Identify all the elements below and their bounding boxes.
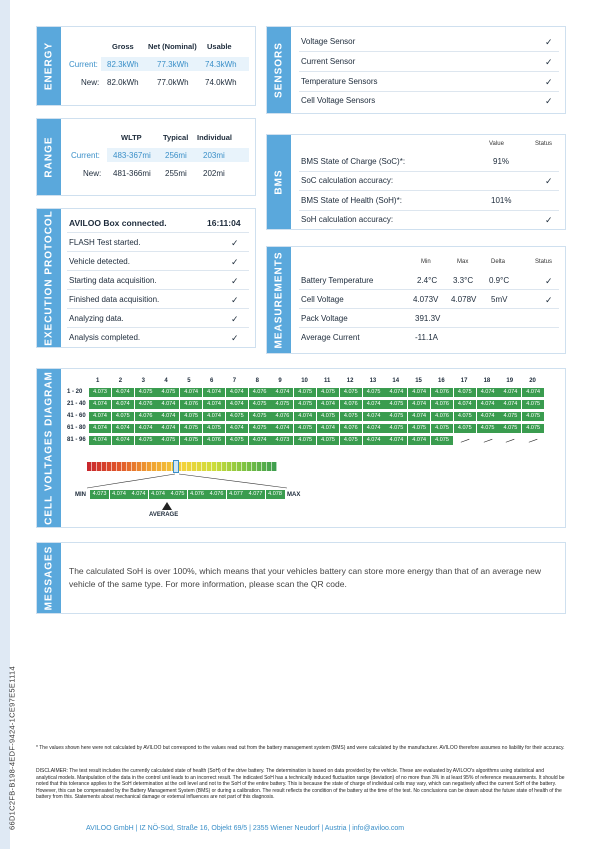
messages-tab: [37, 543, 61, 613]
cell-voltage: 4.074: [226, 424, 248, 433]
cell-voltage: 4.076: [180, 400, 202, 409]
cell-voltage: 4.074: [157, 424, 179, 433]
energy-title: ENERGY: [43, 41, 55, 91]
cell-voltage: 4.074: [203, 412, 225, 421]
energy-current-net: 77.3kWh: [157, 60, 189, 69]
bms-soh-label: BMS State of Health (SoH)*:: [301, 196, 402, 205]
column-number: 16: [438, 378, 445, 384]
range-header-wltp: WLTP: [121, 133, 142, 142]
cell-voltage: 4.076: [203, 436, 225, 445]
energy-current-usable: 74.3kWh: [205, 60, 237, 69]
cell-voltage: 4.075: [499, 412, 521, 421]
column-number: 14: [392, 378, 400, 384]
range-current-typical: 256mi: [165, 151, 187, 160]
column-number: 3: [141, 378, 145, 384]
meas-header-status: Status: [535, 259, 553, 265]
cell-voltage: 4.074: [408, 400, 430, 409]
sensors-panel: [266, 26, 566, 114]
cell-voltage: 4.074: [363, 424, 385, 433]
cell-voltage: 4.074: [477, 412, 499, 421]
energy-header-gross: Gross: [112, 42, 134, 51]
check-icon: ✓: [545, 276, 553, 286]
column-number: 6: [210, 378, 214, 384]
vehicle-id-text: 66D1C2FB-B198-4EDF-9424-1CE97E5E1114: [7, 666, 17, 830]
cell-voltage: 4.074: [454, 400, 476, 409]
energy-row-label: Current:: [69, 60, 98, 69]
execution-step: FLASH Test started.: [69, 238, 141, 247]
check-icon: ✓: [545, 176, 553, 186]
energy-current-gross: 82.3kWh: [107, 60, 139, 69]
cell-voltage: 4.074: [271, 388, 293, 397]
execution-panel: [36, 208, 256, 348]
meas-max: 3.3°C: [453, 276, 474, 285]
cell-voltage: 4.074: [112, 424, 134, 433]
execution-step: Analysis completed.: [69, 333, 141, 342]
cell-voltage: 4.075: [203, 424, 225, 433]
column-number: 20: [529, 378, 536, 384]
sensor-current: Current Sensor: [301, 57, 356, 66]
cell-voltage: 4.074: [157, 412, 179, 421]
cell-voltage: 4.075: [499, 424, 521, 433]
check-icon: ✓: [231, 276, 239, 286]
meas-header-max: Max: [457, 259, 469, 265]
cell-voltage: 4.074: [112, 400, 134, 409]
cell-voltage: 4.074: [477, 388, 499, 397]
cell-voltage: 4.074: [89, 436, 111, 445]
range-row-label: Current:: [71, 151, 100, 160]
column-number: 1: [96, 378, 100, 384]
meas-label: Average Current: [301, 333, 360, 342]
column-number: 10: [301, 378, 308, 384]
energy-header-usable: Usable: [207, 42, 232, 51]
cell-voltages-panel: [36, 368, 566, 528]
cell-voltage: 4.074: [408, 436, 430, 445]
energy-header-net: Net (Nominal): [148, 42, 197, 51]
average-marker: [173, 460, 179, 473]
bms-soh-accuracy-label: SoH calculation accuracy:: [301, 215, 394, 224]
cell-voltage: 4.075: [226, 436, 248, 445]
legend-cell: 4.075: [168, 490, 187, 499]
meas-label: Battery Temperature: [301, 276, 374, 285]
cell-voltage: 4.073: [89, 388, 111, 397]
meas-label: Pack Voltage: [301, 314, 348, 323]
cell-voltage: 4.075: [522, 400, 544, 409]
range-new-typical: 255mi: [165, 169, 187, 178]
average-arrow-icon: [162, 502, 172, 510]
bms-tab: [267, 135, 291, 229]
cell-voltage: 4.075: [477, 424, 499, 433]
check-icon: ✓: [545, 96, 553, 106]
cell-voltage: 4.074: [363, 400, 385, 409]
average-label: AVERAGE: [149, 512, 179, 518]
column-number: 12: [346, 378, 354, 384]
cell-voltage: 4.075: [157, 388, 179, 397]
cell-voltage: 4.075: [454, 424, 476, 433]
cell-voltage: 4.075: [363, 388, 385, 397]
cell-voltage: 4.076: [340, 424, 362, 433]
cell-voltage: 4.076: [249, 388, 271, 397]
legend-cell: 4.076: [207, 490, 226, 499]
cell-voltage: 4.074: [363, 436, 385, 445]
range-tab: [37, 119, 61, 195]
check-icon: ✓: [545, 295, 553, 305]
cell-voltage: 4.076: [431, 388, 453, 397]
cell-voltage: 4.074: [317, 400, 339, 409]
cell-voltage: 4.075: [340, 388, 362, 397]
cell-voltage: 4.074: [89, 400, 111, 409]
measurements-tab: [267, 247, 291, 353]
cell-voltage: 4.074: [499, 388, 521, 397]
meas-min: -11.1A: [415, 333, 438, 342]
cell-voltage: 4.075: [522, 424, 544, 433]
legend-cell: 4.077: [227, 490, 246, 499]
cell-voltage: 4.073: [271, 436, 293, 445]
vehicle-id-vertical: [0, 663, 24, 833]
column-number: 17: [460, 378, 468, 384]
min-label: MIN: [75, 492, 86, 498]
cell-voltage: 4.075: [135, 388, 157, 397]
messages-panel: [36, 542, 566, 614]
sensors-tab: [267, 27, 291, 113]
bms-header-value: Value: [489, 141, 504, 147]
legend-cell: 4.073: [90, 490, 109, 499]
footnote-bms: * The values shown here were not calculated by AVILOO but correspond to the values read out from the battery management system (BMS) and were calculated by the manufacturer. AVILOO therefore assumes no liability for their accuracy.: [36, 745, 565, 751]
range-title: RANGE: [43, 136, 55, 178]
column-number: 11: [324, 378, 331, 384]
meas-header-min: Min: [421, 259, 431, 265]
column-number: 8: [255, 378, 259, 384]
cell-voltage: 4.075: [294, 400, 316, 409]
cell-voltage: 4.074: [499, 400, 521, 409]
check-icon: ✓: [231, 314, 239, 324]
legend-cell: 4.078: [266, 490, 285, 499]
cell-voltage: 4.075: [294, 388, 316, 397]
cell-voltage: 4.074: [203, 400, 225, 409]
range-new-wltp: 481-366mi: [113, 169, 151, 178]
check-icon: ✓: [231, 257, 239, 267]
cell-voltage-grid: [37, 369, 567, 459]
cell-voltage: 4.075: [340, 412, 362, 421]
cell-voltage: 4.074: [135, 424, 157, 433]
bms-header-status: Status: [535, 141, 553, 147]
cell-voltage: 4.076: [340, 400, 362, 409]
cell-voltage: 4.075: [294, 424, 316, 433]
column-number: 2: [118, 378, 123, 384]
cell-voltage: 4.075: [385, 412, 407, 421]
check-icon: ✓: [545, 57, 553, 67]
check-icon: ✓: [545, 215, 553, 225]
execution-title: EXECUTION PROTOCOL: [43, 210, 55, 346]
cell-voltage: 4.074: [89, 424, 111, 433]
cell-voltage: 4.074: [385, 436, 407, 445]
empty-cell: —: [527, 433, 539, 447]
cell-voltage: 4.074: [203, 388, 225, 397]
footnote-disclaimer: DISCLAIMER: The test result includes the currently calculated state of health (SoH) of the drive battery. The determination is based on data provided by the vehicle. These are evaluated by AVILOO's algorithms using statistical and analytical models. Manipulation of the data in the control unit leads to an incorrect result. The indicated SoH has a technically induced fluctuation range (deviation) of no more than 3% in at least 95% of reference measurements. It should be noted that this tolerance applies to the SoH determination at the cell level and not to the SoH of the entire battery. This is because the state of charge of individual cells may vary, which can negatively affect the current SoH of the battery. However, this can be compensated by the Battery Management System (BMS) or during a calibration. The result reflects the condition of the battery at the time of the test. No conclusions can be drawn about the future state of health of the battery from this. Statements about mechanical damage or external influences are not part of this diagnosis.: [36, 768, 565, 800]
range-row-label: New:: [83, 169, 102, 178]
range-panel: [36, 118, 256, 196]
cell-voltage: 4.075: [157, 436, 179, 445]
bms-title: BMS: [273, 169, 285, 195]
messages-text: The calculated SoH is over 100%, which means that your vehicles battery can store more energy than that of an average new vehicle of the same type. For more information, please scan the QR code.: [69, 566, 542, 589]
check-icon: ✓: [231, 295, 239, 305]
cell-voltage: 4.075: [408, 424, 430, 433]
cell-voltage: 4.076: [135, 412, 157, 421]
column-number: 9: [278, 378, 282, 384]
cell-voltage: 4.075: [385, 424, 407, 433]
cell-voltage: 4.075: [317, 388, 339, 397]
cell-voltage: 4.075: [317, 436, 339, 445]
measurements-title: MEASUREMENTS: [273, 251, 285, 349]
execution-step: Starting data acquisition.: [69, 276, 157, 285]
cell-voltage: 4.075: [249, 412, 271, 421]
execution-tab: [37, 209, 61, 347]
cell-voltage: 4.074: [408, 412, 430, 421]
execution-step: Vehicle detected.: [69, 257, 130, 266]
row-label: 1 - 20: [67, 389, 83, 395]
cell-voltage: 4.076: [271, 412, 293, 421]
cell-voltage: 4.075: [180, 412, 202, 421]
cell-voltage: 4.075: [226, 412, 248, 421]
messages-title: MESSAGES: [43, 545, 55, 611]
cell-voltage: 4.074: [363, 412, 385, 421]
column-number: 18: [483, 378, 491, 384]
meas-label: Cell Voltage: [301, 295, 344, 304]
cell-voltage: 4.074: [477, 400, 499, 409]
row-label: 21 - 40: [67, 401, 86, 407]
cell-voltage: 4.076: [431, 400, 453, 409]
cell-voltage: 4.074: [249, 436, 271, 445]
legend-cell: 4.077: [246, 490, 265, 499]
meas-min: 391.3V: [415, 314, 441, 323]
column-number: 7: [232, 378, 237, 384]
cell-voltage: 4.075: [340, 436, 362, 445]
energy-row-label: New:: [81, 78, 100, 87]
range-header-individual: Individual: [197, 133, 233, 142]
column-number: 13: [369, 378, 377, 384]
legend-cell: 4.074: [149, 490, 168, 499]
max-label: MAX: [287, 492, 301, 498]
meas-delta: 5mV: [491, 295, 508, 304]
cell-voltage: 4.074: [180, 388, 202, 397]
cell-voltage: 4.075: [385, 400, 407, 409]
cell-voltage: 4.075: [135, 436, 157, 445]
meas-min: 2.4°C: [417, 276, 438, 285]
column-number: 15: [415, 378, 422, 384]
cell-voltage: 4.074: [112, 436, 134, 445]
cell-voltage: 4.075: [454, 412, 476, 421]
cell-voltage: 4.075: [522, 412, 544, 421]
bms-panel: [266, 134, 566, 230]
legend-cell: 4.074: [110, 490, 129, 499]
cell-voltage: 4.075: [271, 400, 293, 409]
cell-voltage: 4.074: [408, 388, 430, 397]
meas-header-delta: Delta: [491, 259, 506, 265]
cell-voltages-title: CELL VOLTAGES DIAGRAM: [43, 371, 55, 525]
energy-new-usable: 74.0kWh: [205, 78, 237, 87]
bms-soh-value: 101%: [491, 196, 512, 205]
cell-voltage: 4.075: [431, 424, 453, 433]
row-label: 81 - 96: [67, 437, 86, 443]
cell-voltage: 4.074: [226, 388, 248, 397]
sensor-cell-voltage: Cell Voltage Sensors: [301, 96, 376, 105]
measurements-panel: [266, 246, 566, 354]
range-header-typical: Typical: [163, 133, 189, 142]
cell-voltage: 4.075: [249, 400, 271, 409]
row-label: 41 - 60: [67, 413, 86, 419]
legend-cell: 4.074: [129, 490, 148, 499]
bms-soc-value: 91%: [493, 157, 510, 166]
column-number: 5: [187, 378, 191, 384]
legend-cell: 4.076: [188, 490, 207, 499]
cell-voltage: 4.075: [454, 388, 476, 397]
average-connector: [87, 473, 287, 489]
cell-voltage: 4.075: [112, 412, 134, 421]
range-current-wltp: 483-367mi: [113, 151, 151, 160]
cell-voltage: 4.075: [180, 424, 202, 433]
meas-delta: 0.9°C: [489, 276, 510, 285]
cell-voltage: 4.074: [271, 424, 293, 433]
execution-time: 16:11:04: [207, 218, 241, 228]
energy-tab: [37, 27, 61, 105]
check-icon: ✓: [231, 238, 239, 248]
energy-new-net: 77.0kWh: [157, 78, 189, 87]
cell-voltage: 4.074: [112, 388, 134, 397]
sensor-temperature: Temperature Sensors: [301, 77, 378, 86]
cell-voltage: 4.074: [317, 424, 339, 433]
empty-cell: —: [458, 433, 471, 447]
check-icon: ✓: [231, 333, 239, 343]
bms-soc-accuracy-label: SoC calculation accuracy:: [301, 176, 394, 185]
cell-voltage: 4.075: [317, 412, 339, 421]
range-new-individual: 202mi: [203, 169, 225, 178]
range-current-individual: 203mi: [203, 151, 225, 160]
row-label: 61 - 80: [67, 425, 86, 431]
cell-voltage: 4.075: [249, 424, 271, 433]
execution-step: Analyzing data.: [69, 314, 124, 323]
cell-voltage: 4.075: [180, 436, 202, 445]
legend-row: [90, 490, 290, 500]
energy-panel: [36, 26, 256, 106]
check-icon: ✓: [545, 77, 553, 87]
cell-voltage: 4.074: [157, 400, 179, 409]
meas-max: 4.078V: [451, 295, 477, 304]
empty-cell: —: [504, 433, 517, 447]
cell-voltage: 4.074: [385, 388, 407, 397]
cell-voltage: 4.074: [294, 412, 316, 421]
execution-header: AVILOO Box connected.: [69, 218, 167, 228]
cell-voltage: 4.076: [431, 412, 453, 421]
cell-voltage: 4.074: [89, 412, 111, 421]
voltage-gradient-bar: [87, 462, 277, 471]
energy-new-gross: 82.0kWh: [107, 78, 139, 87]
cell-voltage: 4.075: [294, 436, 316, 445]
check-icon: ✓: [545, 37, 553, 47]
cell-voltage: 4.074: [226, 400, 248, 409]
execution-step: Finished data acquisition.: [69, 295, 160, 304]
meas-min: 4.073V: [413, 295, 439, 304]
column-number: 19: [506, 378, 514, 384]
cell-voltage: 4.074: [522, 388, 544, 397]
empty-cell: —: [481, 433, 494, 447]
column-number: 4: [164, 378, 168, 384]
sensors-title: SENSORS: [273, 42, 285, 98]
company-footer: AVILOO GmbH | IZ NÖ-Süd, Straße 16, Objekt 69/5 | 2355 Wiener Neudorf | Austria | info@aviloo.com: [86, 825, 405, 832]
sensor-voltage: Voltage Sensor: [301, 37, 356, 46]
cell-voltage: 4.075: [431, 436, 453, 445]
cell-voltage: 4.076: [135, 400, 157, 409]
bms-soc-label: BMS State of Charge (SoC)*:: [301, 157, 406, 166]
